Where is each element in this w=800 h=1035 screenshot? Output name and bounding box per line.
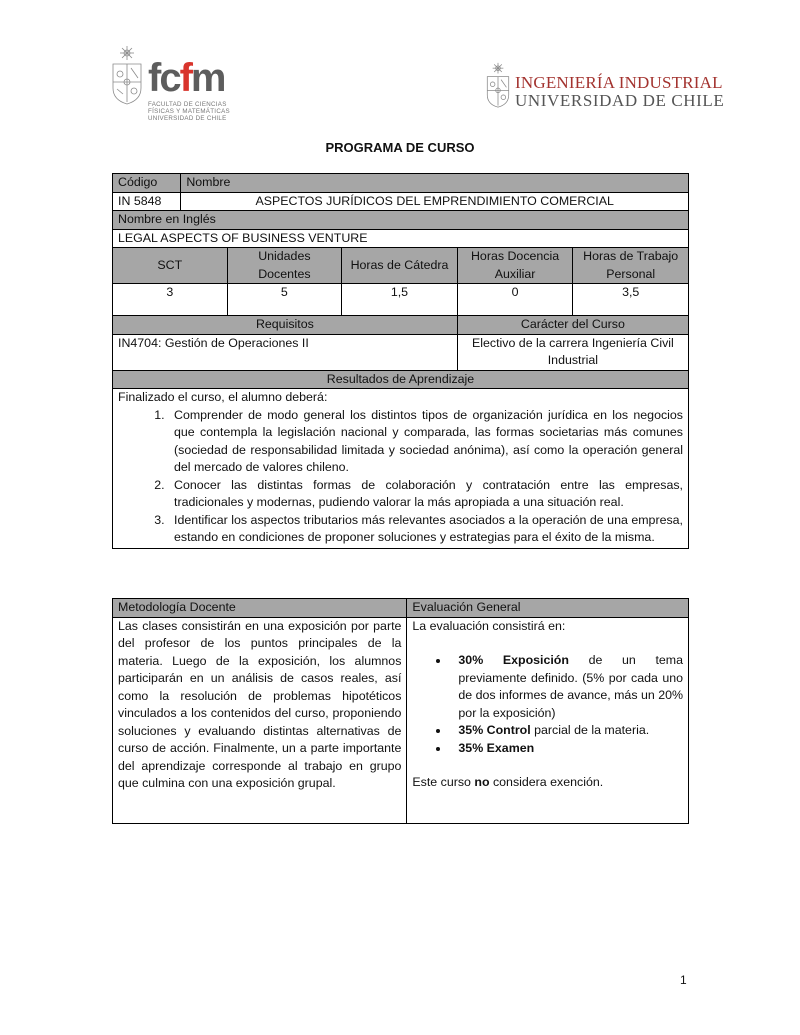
university-name: UNIVERSIDAD DE CHILE <box>515 91 725 110</box>
fcfm-subtitle: FACULTAD DE CIENCIAS FÍSICAS Y MATEMÁTICAS UNIVERSIDAD DE CHILE <box>148 101 230 122</box>
personal-work-hours-value: 3,5 <box>573 284 689 316</box>
english-name-label: Nombre en Inglés <box>113 211 689 230</box>
evaluation-list <box>412 652 683 757</box>
course-code: IN 5848 <box>113 192 181 211</box>
exemption-note: Este curso no considera exención. <box>412 775 604 789</box>
sct-value: 3 <box>113 284 228 316</box>
learning-outcomes-list <box>118 407 683 547</box>
hours-header-row <box>113 248 689 284</box>
teaching-units-value: 5 <box>227 284 342 316</box>
evaluation-item: • 30% Exposición de un tema previamente definido. (5% por cada uno de dos informes de avance, más un 20% por la exposición) <box>450 652 683 722</box>
evaluation-intro: La evaluación consistirá en: <box>412 618 566 633</box>
learning-outcome-item: 2. Conocer las distintas formas de colaboración y contratación entre las empresas, tradicionales y modernas, pudiendo valorar la más apropiada a una situación real. <box>168 477 683 512</box>
code-name-header-row <box>113 174 689 193</box>
lecture-hours-header: Horas de Cátedra <box>342 248 458 284</box>
lecture-hours-value: 1,5 <box>342 284 458 316</box>
course-name: ASPECTOS JURÍDICOS DEL EMPRENDIMIENTO COMERCIAL <box>181 192 689 211</box>
learning-outcomes <box>113 389 689 549</box>
sct-header: SCT <box>113 248 228 284</box>
page-number: 1 <box>680 973 687 987</box>
evaluation-label: Evaluación General <box>407 599 689 618</box>
university-crest-icon <box>110 44 144 106</box>
evaluation-item: • 35% Examen <box>450 740 683 758</box>
personal-work-hours-header: Horas de Trabajo Personal <box>573 248 689 284</box>
methodology-label: Metodología Docente <box>113 599 407 618</box>
auxiliary-hours-header: Horas Docencia Auxiliar <box>457 248 573 284</box>
fcfm-wordmark: fcfm <box>148 56 225 100</box>
english-name: LEGAL ASPECTS OF BUSINESS VENTURE <box>113 229 689 248</box>
learning-outcome-item: 1. Comprender de modo general los distintos tipos de organización jurídica en los negocios que contempla la legislación nacional y comparada, las formas societarias más comunes (sociedad de responsabilidad limitada y sociedad anónima), así como la operación general del mercado de valores chileno. <box>168 407 683 477</box>
department-title: INGENIERÍA INDUSTRIAL <box>515 73 723 92</box>
university-crest-icon <box>485 60 511 110</box>
name-label: Nombre <box>181 174 689 193</box>
methodology-evaluation-table <box>112 598 689 824</box>
course-character-value: Electivo de la carrera Ingeniería Civil Industrial <box>457 334 688 370</box>
code-name-row <box>113 192 689 211</box>
fcfm-logo <box>110 44 235 126</box>
document-title: PROGRAMA DE CURSO <box>325 140 475 155</box>
course-character-label: Carácter del Curso <box>457 316 688 335</box>
auxiliary-hours-value: 0 <box>457 284 573 316</box>
requisites-value: IN4704: Gestión de Operaciones II <box>113 334 458 370</box>
teaching-units-header: Unidades Docentes <box>227 248 342 284</box>
code-label: Código <box>113 174 181 193</box>
learning-outcomes-intro: Finalizado el curso, el alumno deberá: <box>118 390 328 404</box>
course-info-table <box>112 173 689 549</box>
learning-outcome-item: 3. Identificar los aspectos tributarios más relevantes asociados a la operación de una empresa, estando en condiciones de proponer soluciones y estrategias para el éxito de la misma. <box>168 512 683 547</box>
evaluation-content <box>407 617 689 823</box>
requisites-label: Requisitos <box>113 316 458 335</box>
ingenieria-industrial-logo <box>485 60 725 112</box>
methodology-text: Las clases consistirán en una exposición por parte del profesor de los puntos principales de la materia. Luego de la exposición, los alumnos participarán en un análisis de casos reales, así como la resolución de problemas hipotéticos vinculados a los contenidos del curso, proponiendo soluciones y evaluando distintas alternativas de curso de acción. Finalmente, un a parte importante del aprendizaje corresponde al trabajo en grupo que culmina con una exposición grupal. <box>113 617 407 823</box>
evaluation-item: • 35% Control parcial de la materia. <box>450 722 683 740</box>
learning-outcomes-label: Resultados de Aprendizaje <box>113 370 689 389</box>
hours-values-row <box>113 284 689 316</box>
